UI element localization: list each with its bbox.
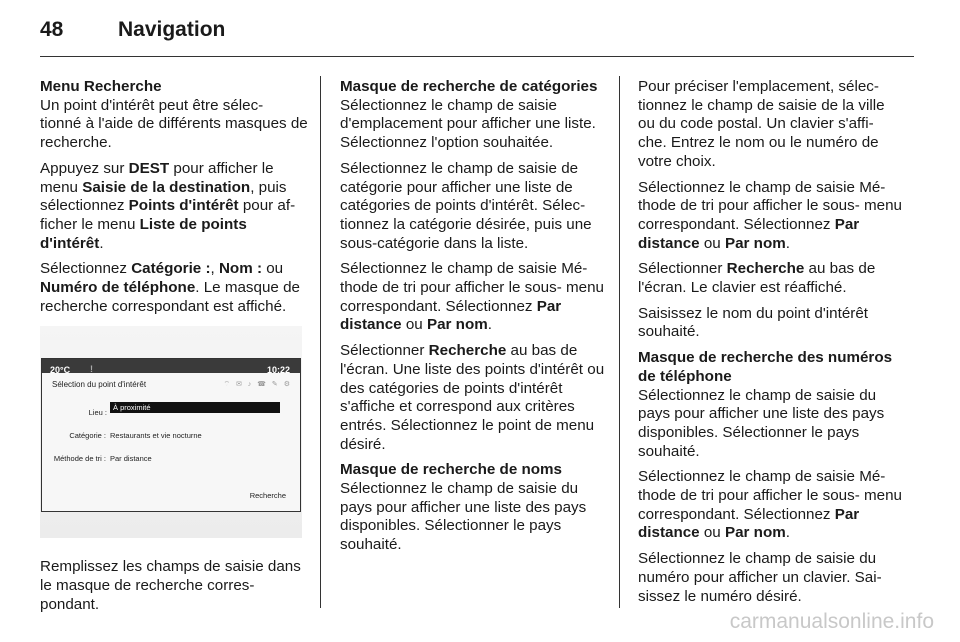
lieu-field[interactable]: À proximité <box>110 402 280 413</box>
section-heading-noms: Masque de recherche de noms <box>340 461 562 479</box>
temperature-readout: 20°C <box>50 365 71 376</box>
paragraph: Remplissez les champs de saisie dans le masque de recherche corres- pondant. <box>40 558 301 613</box>
paragraph: Sélectionnez le champ de saisie Mé- thode de tri pour afficher le sous- menu correspondant. Sélectionnez Par distance ou Par nom. <box>638 468 902 542</box>
paragraph: Sélectionnez le champ de saisie Mé- thode de tri pour afficher le sous- menu correspondant. Sélectionnez Par distance ou Par nom. <box>638 178 902 252</box>
paragraph: Sélectionnez le champ de saisie Mé- thode de tri pour afficher le sous- menu correspondant. Sélectionnez Par distance ou Par nom. <box>340 260 604 334</box>
paragraph: Sélectionner Recherche au bas de l'écran. Le clavier est réaffiché. <box>638 260 876 297</box>
infotainment-screen <box>41 358 301 512</box>
lieu-label: Lieu : <box>88 408 107 418</box>
tri-label: Méthode de tri : <box>53 454 106 464</box>
categorie-field[interactable]: Restaurants et vie nocturne <box>110 431 202 441</box>
screenshot-figure <box>40 326 302 538</box>
section-heading-telephone: Masque de recherche des numéros de téléphone <box>638 349 893 385</box>
categorie-label: Catégorie : <box>69 431 106 441</box>
clock-readout: 10:22 <box>266 365 290 376</box>
column-divider-1 <box>320 76 321 608</box>
paragraph: Sélectionnez Catégorie :, Nom : ou Numéro de téléphone. Le masque de recherche correspondant est affiché. <box>40 260 300 315</box>
status-separator: ! <box>90 364 93 375</box>
column-2 <box>340 78 605 562</box>
watermark: carmanualsonline.info <box>729 610 934 633</box>
paragraph: Sélectionnez le champ de saisie du numéro pour afficher un clavier. Sai- sissez le numéro désiré. <box>638 550 882 605</box>
column-1 <box>40 78 308 622</box>
recherche-button[interactable]: Recherche <box>249 490 286 500</box>
tri-field[interactable]: Par distance <box>110 454 152 464</box>
section-heading-menu-recherche: Menu Recherche <box>40 78 162 95</box>
paragraph: Un point d'intérêt peut être sélec- tionné à l'aide de différents masques de recherche. <box>40 96 308 152</box>
column-divider-2 <box>619 76 620 608</box>
paragraph: Sélectionner Recherche au bas de l'écran. Une liste des points d'intérêt ou des catégories de points d'intérêt s'affiche et correspond aux critères entrés. Sélectionnez le point de menu désiré. <box>340 342 605 453</box>
paragraph: Pour préciser l'emplacement, sélec- tionnez le champ de saisie de la ville ou du code postal. Un clavier s'affi- che. Entrez le nom ou le numéro de votre choix. <box>638 78 885 170</box>
paragraph: Sélectionnez le champ de saisie d'emplacement pour afficher une liste. Sélectionnez l'option souhaitée. <box>340 96 596 152</box>
paragraph: Sélectionnez le champ de saisie du pays pour afficher une liste des pays disponibles. Sélectionner le pays souhaité. <box>638 386 885 460</box>
paragraph: Appuyez sur DEST pour afficher le menu Saisie de la destination, puis sélectionnez Points d'intérêt pour af- ficher le menu Liste de points d'intérêt. <box>40 159 296 252</box>
paragraph: Sélectionnez le champ de saisie de catégorie pour afficher une liste de catégories de points d'intérêt. Sélec- tionnez la catégorie désirée, puis une sous-catégorie dans la liste. <box>340 159 592 252</box>
status-icons: ⌔ ✉ ♪ ☎ ✎ ⚙ <box>223 381 292 389</box>
page-number: 48 <box>40 18 64 41</box>
column-3 <box>638 78 903 613</box>
paragraph: Saisissez le nom du point d'intérêt souhaité. <box>638 304 868 341</box>
page-title: Navigation <box>118 18 226 41</box>
screen-title: Sélection du point d'intérêt <box>52 380 147 390</box>
section-heading-categories: Masque de recherche de catégories <box>340 78 598 95</box>
header-rule <box>40 56 914 57</box>
paragraph: Sélectionnez le champ de saisie du pays pour afficher une liste des pays disponibles. Sélectionner le pays souhaité. <box>340 480 587 554</box>
status-bar <box>42 359 300 376</box>
